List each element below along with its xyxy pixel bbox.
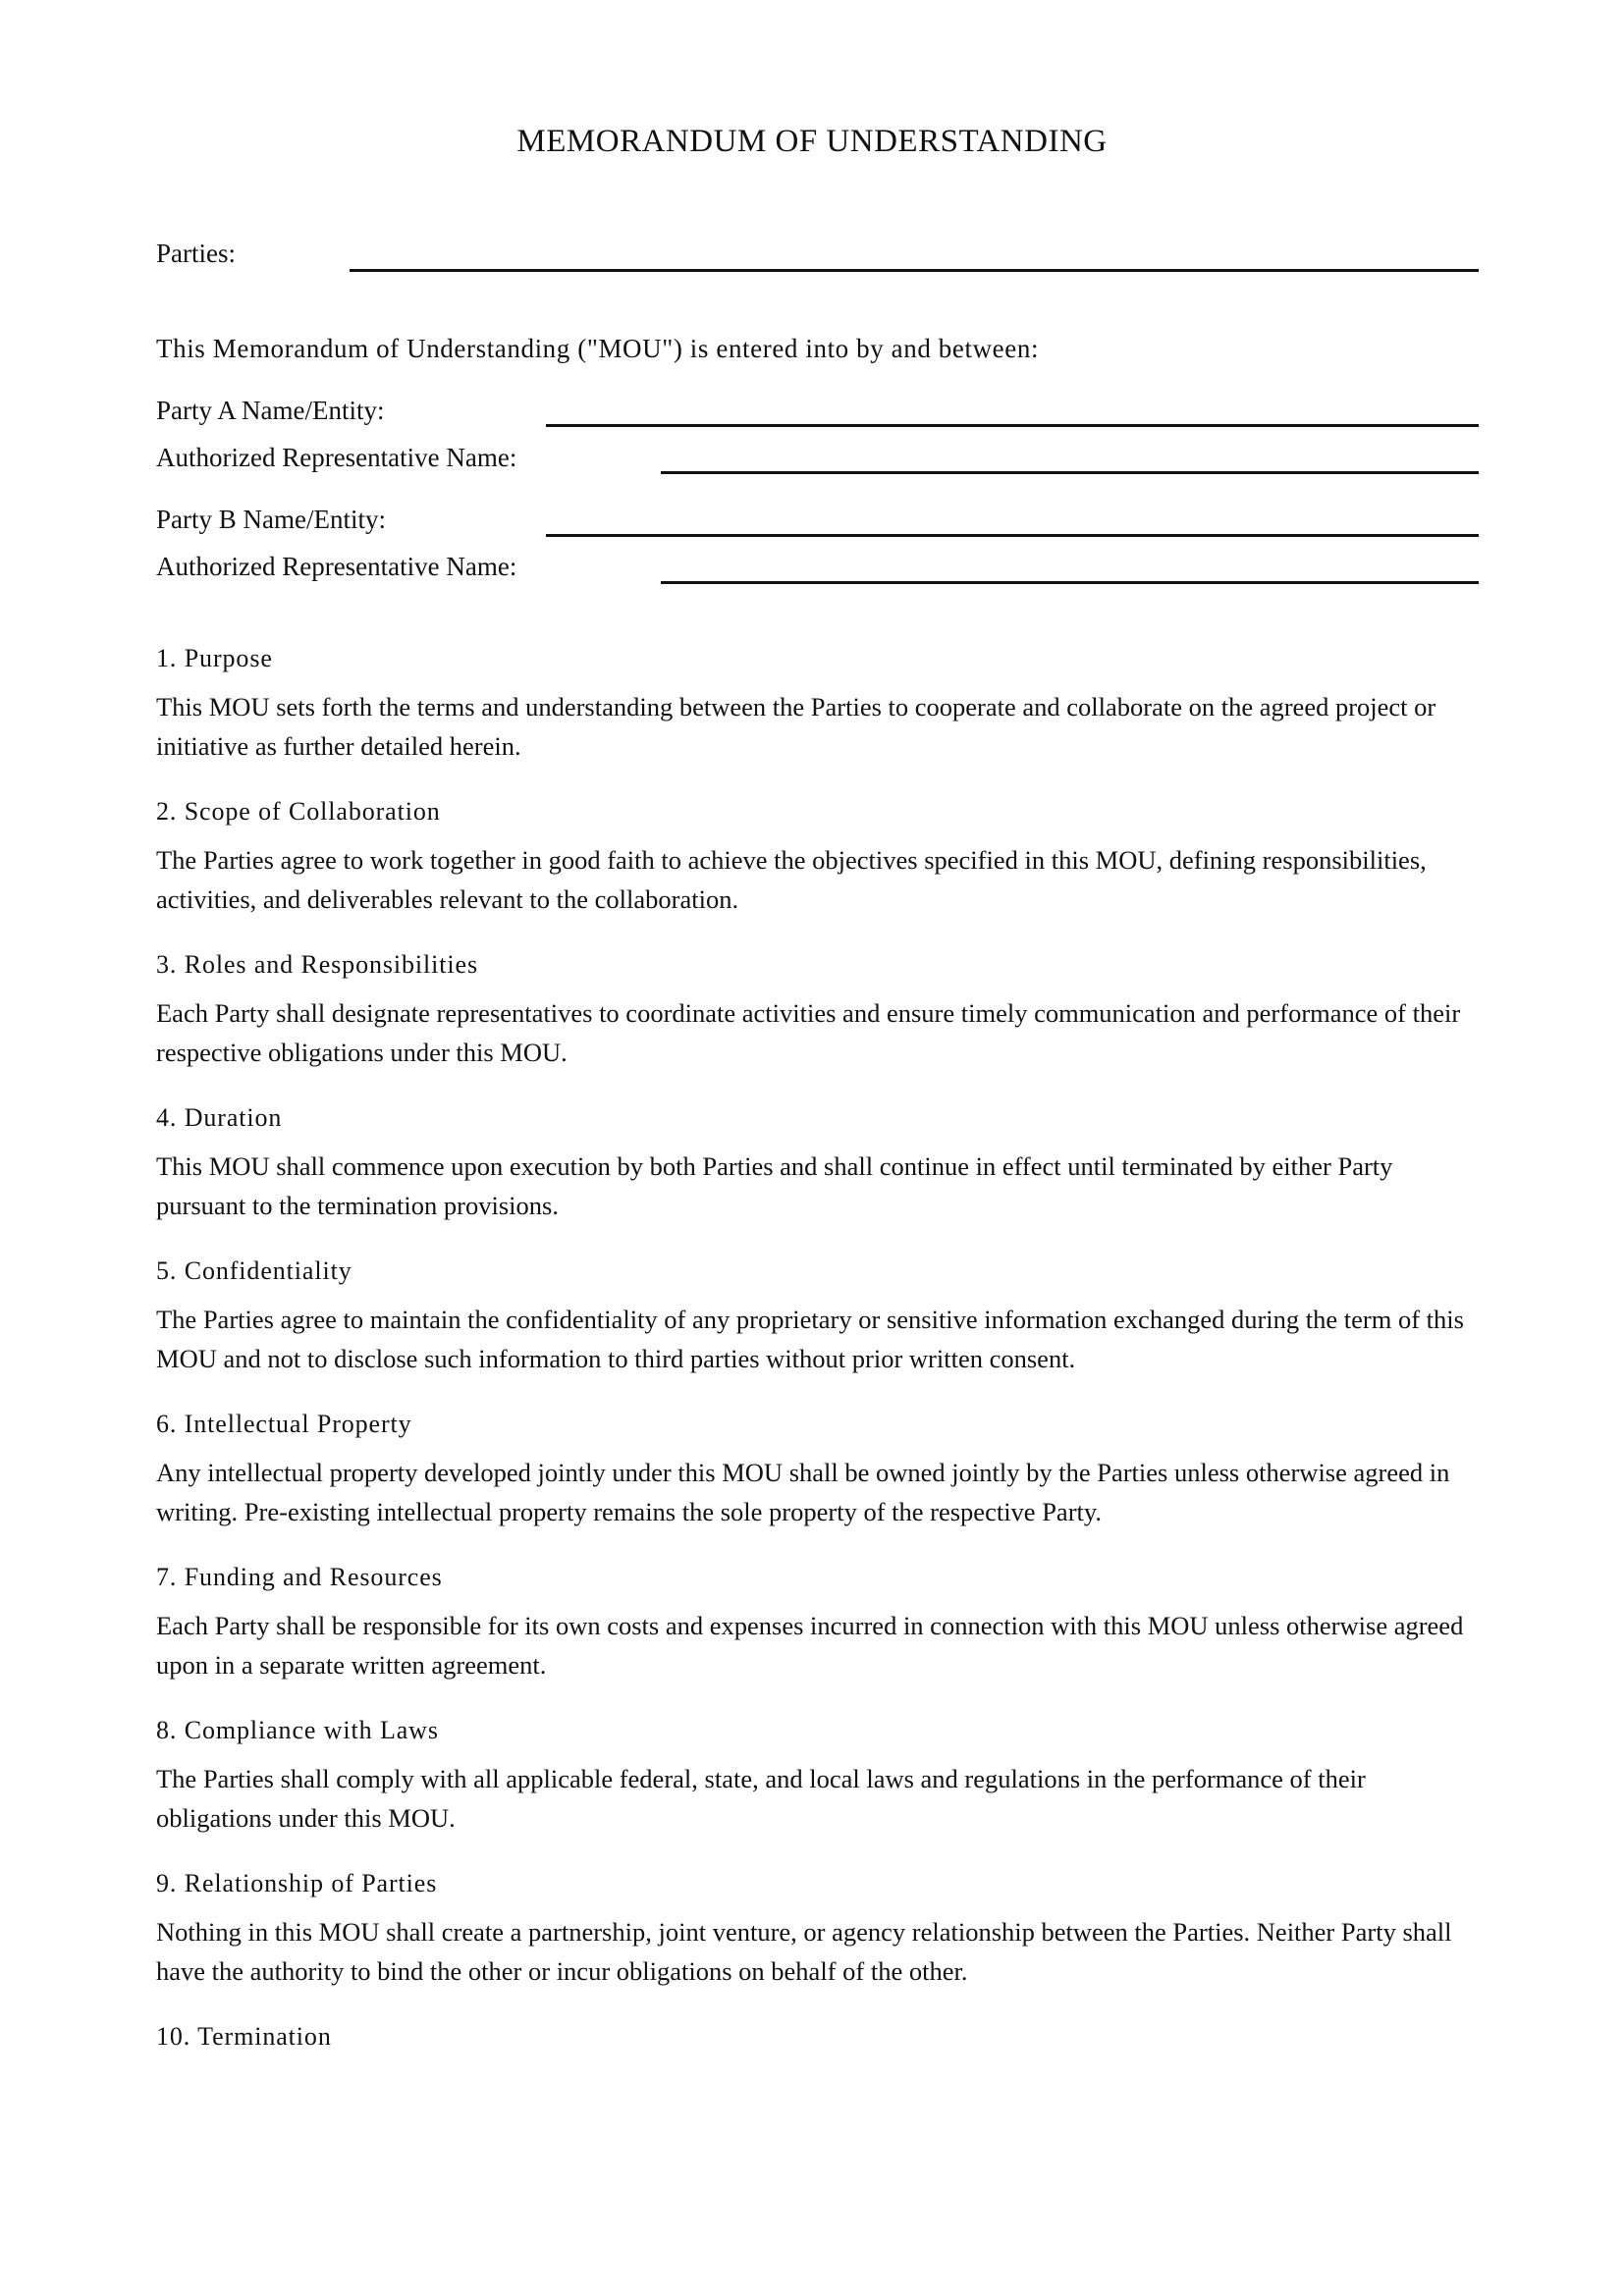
section-scope	[156, 795, 1482, 919]
section-roles	[156, 948, 1482, 1072]
section-heading: 2. Scope of Collaboration	[156, 797, 441, 826]
parties-label: Parties:	[156, 239, 236, 268]
section-body: The Parties agree to work together in good faith to achieve the objectives specified in this MOU, defining responsibilities, activities, and deliverables relevant to the collaboration.	[156, 845, 1427, 914]
section-body: This MOU shall commence upon execution by both Parties and shall continue in effect until terminated by either Party pursuant to the termination provisions.	[156, 1151, 1393, 1220]
party-b-name-field[interactable]	[546, 534, 1479, 537]
section-confidentiality	[156, 1255, 1482, 1378]
section-termination	[156, 2020, 1482, 2054]
section-heading: 9. Relationship of Parties	[156, 1869, 438, 1897]
party-b-rep-field[interactable]	[661, 581, 1479, 584]
section-heading: 6. Intellectual Property	[156, 1410, 412, 1438]
section-body: Nothing in this MOU shall create a partnership, joint venture, or agency relationship between the Parties. Neither Party shall have the authority to bind the other or incur obligations on behalf of the other.	[156, 1917, 1452, 1986]
section-funding	[156, 1561, 1482, 1684]
party-a-name-field[interactable]	[546, 424, 1479, 427]
section-body: Each Party shall be responsible for its own costs and expenses incurred in connection with this MOU unless otherwise agreed upon in a separate written agreement.	[156, 1611, 1464, 1680]
section-heading: 7. Funding and Resources	[156, 1563, 443, 1591]
section-heading: 8. Compliance with Laws	[156, 1716, 439, 1744]
section-body: Any intellectual property developed jointly under this MOU shall be owned jointly by the Parties unless otherwise agreed in writing. Pre-existing intellectual property remains the sole property of the respective Party.	[156, 1458, 1450, 1526]
section-heading: 1. Purpose	[156, 644, 273, 672]
sections-list	[156, 642, 1482, 2083]
section-body: Each Party shall designate representatives to coordinate activities and ensure timely communication and performance of their respective obligations under this MOU.	[156, 998, 1461, 1067]
section-body: The Parties shall comply with all applicable federal, state, and local laws and regulations in the performance of their obligations under this MOU.	[156, 1764, 1366, 1833]
section-heading: 10. Termination	[156, 2022, 332, 2051]
section-duration	[156, 1101, 1482, 1225]
party-b-name-label: Party B Name/Entity:	[156, 505, 386, 534]
section-heading: 4. Duration	[156, 1103, 283, 1132]
section-heading: 5. Confidentiality	[156, 1256, 352, 1285]
section-heading: 3. Roles and Responsibilities	[156, 950, 478, 979]
section-relationship	[156, 1867, 1482, 1991]
document-title: MEMORANDUM OF UNDERSTANDING	[516, 124, 1108, 159]
party-a-rep-label: Authorized Representative Name:	[156, 443, 517, 472]
section-intellectual-property	[156, 1408, 1482, 1531]
party-a-rep-field[interactable]	[661, 471, 1479, 474]
section-compliance	[156, 1714, 1482, 1838]
section-body: The Parties agree to maintain the confidentiality of any proprietary or sensitive information exchanged during the term of this MOU and not to disclose such information to third parties without prior written consent.	[156, 1305, 1464, 1373]
parties-field[interactable]	[350, 269, 1479, 272]
party-b-rep-label: Authorized Representative Name:	[156, 552, 517, 581]
section-purpose	[156, 642, 1482, 766]
party-a-name-label: Party A Name/Entity:	[156, 396, 385, 425]
section-body: This MOU sets forth the terms and understanding between the Parties to cooperate and collaborate on the agreed project or initiative as further detailed herein.	[156, 692, 1436, 761]
intro-text: This Memorandum of Understanding ("MOU") is entered into by and between:	[156, 334, 1040, 363]
